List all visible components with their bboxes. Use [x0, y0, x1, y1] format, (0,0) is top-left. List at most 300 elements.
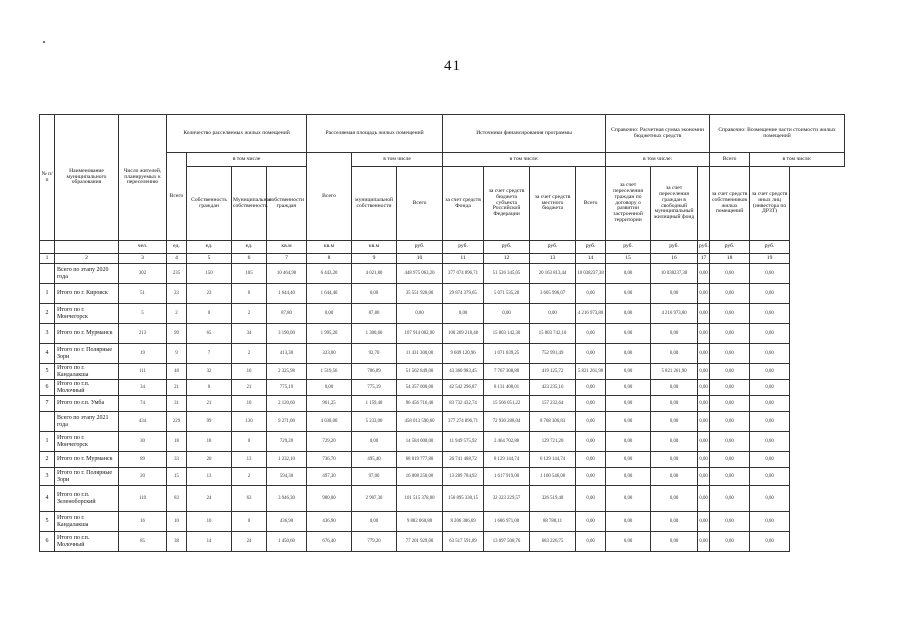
column-number: 3: [119, 254, 167, 264]
table-row: [40, 452, 845, 468]
header-municipality: Наименование муниципального образования: [55, 115, 119, 241]
value-cell: 99: [187, 412, 232, 432]
value-cell: 0,00: [651, 512, 698, 532]
column-number: 13: [530, 254, 576, 264]
value-cell: 21: [232, 380, 267, 396]
value-cell: 32: [187, 364, 232, 380]
value-cell: 752 991,49: [530, 344, 576, 364]
column-number: 18: [710, 254, 750, 264]
value-cell: 0,00: [606, 364, 651, 380]
row-number: 5: [40, 364, 55, 380]
municipality-name: Итого по г.п. Зеленоборский: [55, 486, 119, 512]
value-cell: 30: [119, 432, 167, 452]
value-cell: 1 300,60: [352, 324, 397, 344]
value-cell: 51 526 345,05: [484, 264, 530, 284]
value-cell: 0,00: [698, 412, 710, 432]
value-cell: 0,00: [698, 396, 710, 412]
value-cell: 0,00: [651, 396, 698, 412]
value-cell: 0,00: [750, 486, 790, 512]
value-cell: 0,00: [750, 468, 790, 486]
column-number: 16: [651, 254, 698, 264]
table-row: [40, 532, 845, 552]
municipality-name: Итого по г.п. Молочный: [55, 532, 119, 552]
municipality-name: Итого по г. Полярные Зори: [55, 344, 119, 364]
value-cell: 157 232,64: [530, 396, 576, 412]
value-cell: 16 008 250,00: [397, 468, 443, 486]
value-cell: 13: [187, 468, 232, 486]
value-cell: 34: [232, 324, 267, 344]
value-cell: 10 038237,38: [651, 264, 698, 284]
value-cell: 1 519,56: [307, 364, 352, 380]
value-cell: 0,00: [750, 452, 790, 468]
value-cell: 10 464,90: [267, 264, 307, 284]
table-row: [40, 380, 845, 396]
value-cell: 0,00: [710, 452, 750, 468]
value-cell: 0,00: [710, 304, 750, 324]
value-cell: 0,00: [651, 284, 698, 304]
table-row: [40, 344, 845, 364]
value-cell: 0,00: [606, 486, 651, 512]
column-number: 4: [167, 254, 187, 264]
table-row: [40, 412, 845, 432]
unit-cell: руб.: [576, 241, 606, 254]
header-num: № п/п: [40, 115, 55, 241]
municipality-name: Итого по г. Кандалакша: [55, 512, 119, 532]
value-cell: 18: [187, 432, 232, 452]
value-cell: 495,40: [352, 452, 397, 468]
value-cell: 0,00: [710, 486, 750, 512]
value-cell: 0,00: [576, 344, 606, 364]
column-number: 14: [576, 254, 606, 264]
value-cell: 0,00: [750, 532, 790, 552]
value-cell: 0,00: [750, 380, 790, 396]
value-cell: 0,00: [698, 344, 710, 364]
row-number: 2: [40, 452, 55, 468]
header-financing-group: Источники финансирования программы: [443, 115, 606, 153]
row-number: 2: [40, 304, 55, 324]
unit-cell: руб.: [698, 241, 710, 254]
value-cell: 0: [232, 284, 267, 304]
header-area-own-citizens: собственности граждан: [267, 167, 307, 241]
table-row: [40, 264, 845, 284]
table-row: [40, 304, 845, 324]
value-cell: 1 617 919,00: [484, 468, 530, 486]
column-number: 19: [750, 254, 790, 264]
value-cell: 3 946,30: [267, 486, 307, 512]
value-cell: 5 821 261,90: [576, 364, 606, 380]
value-cell: 2: [232, 468, 267, 486]
value-cell: 0,00: [651, 344, 698, 364]
value-cell: 0,00: [698, 486, 710, 512]
header-qty-incl: в том числе: [187, 153, 307, 167]
value-cell: 20: [119, 468, 167, 486]
header-qty-total: Всего: [167, 153, 187, 241]
value-cell: 15 803 142,30: [484, 324, 530, 344]
value-cell: 9 882 060,80: [397, 512, 443, 532]
value-cell: 20: [187, 452, 232, 468]
row-number: 5: [40, 512, 55, 532]
header-fin-incl: в том числе:: [443, 153, 606, 167]
value-cell: 0,00: [576, 432, 606, 452]
row-number: 1: [40, 284, 55, 304]
value-cell: 7 767 308,80: [484, 364, 530, 380]
header-reimb-incl: в том числе:: [750, 153, 845, 167]
row-number: 6: [40, 532, 55, 552]
value-cell: 0,00: [576, 512, 606, 532]
value-cell: 15: [167, 468, 187, 486]
value-cell: 10: [187, 512, 232, 532]
value-cell: 11 949 575,92: [443, 432, 484, 452]
value-cell: 0,00: [651, 452, 698, 468]
page-number: 41: [444, 58, 461, 74]
value-cell: 0,00: [750, 512, 790, 532]
header-reimb-owners: за счет средств собственников жилых помещений: [710, 167, 750, 241]
unit-cell: ед.: [232, 241, 267, 254]
value-cell: 775,19: [267, 380, 307, 396]
value-cell: 26 741 488,72: [443, 452, 484, 468]
header-area-municipal-own: муниципальной собственности: [352, 167, 397, 241]
unit-cell: руб.: [484, 241, 530, 254]
value-cell: 775,19: [352, 380, 397, 396]
value-cell: 235: [167, 264, 187, 284]
value-cell: 0,00: [710, 532, 750, 552]
value-cell: 51: [119, 284, 167, 304]
value-cell: 2: [232, 304, 267, 324]
municipality-name: Итого по г.п. Молочный: [55, 380, 119, 396]
header-area-incl: в том числе: [352, 153, 443, 167]
value-cell: 0,00: [710, 412, 750, 432]
value-cell: 2: [232, 344, 267, 364]
unit-cell: руб.: [750, 241, 790, 254]
value-cell: 1 100 546,08: [530, 468, 576, 486]
value-cell: 0,00: [710, 468, 750, 486]
value-cell: 129 721,20: [530, 432, 576, 452]
municipality-name: Итого по г. Кировск: [55, 284, 119, 304]
value-cell: 2 120,60: [267, 396, 307, 412]
value-cell: 423 235,16: [530, 380, 576, 396]
value-cell: 0,00: [576, 532, 606, 552]
value-cell: 97,00: [352, 468, 397, 486]
value-cell: 24: [187, 486, 232, 512]
unit-cell: руб.: [710, 241, 750, 254]
table-row: [40, 512, 845, 532]
column-number: 11: [443, 254, 484, 264]
value-cell: 0,00: [698, 452, 710, 468]
unit-cell: руб.: [443, 241, 484, 254]
value-cell: 0,00: [698, 264, 710, 284]
value-cell: 4 216 973,80: [576, 304, 606, 324]
value-cell: 497,30: [307, 468, 352, 486]
municipality-name: Итого по г.п. Умба: [55, 396, 119, 412]
value-cell: 0,00: [698, 432, 710, 452]
value-cell: 32 323 229,57: [484, 486, 530, 512]
value-cell: 15 803 742,10: [530, 324, 576, 344]
municipality-name: Итого по г. Мончегорск: [55, 304, 119, 324]
value-cell: 0,00: [576, 412, 606, 432]
value-cell: 0: [232, 512, 267, 532]
value-cell: 0,00: [750, 284, 790, 304]
value-cell: 1 644,40: [307, 284, 352, 304]
header-fund: за счет средств Фонда: [443, 167, 484, 241]
value-cell: 0,00: [606, 452, 651, 468]
value-cell: 100 269 218,48: [443, 324, 484, 344]
value-cell: 0,00: [698, 380, 710, 396]
value-cell: 2: [167, 304, 187, 324]
row-number: 3: [40, 324, 55, 344]
value-cell: 16: [232, 364, 267, 380]
column-number: 15: [606, 254, 651, 264]
value-cell: 0,00: [352, 284, 397, 304]
value-cell: 0,00: [710, 396, 750, 412]
value-cell: 0,00: [698, 304, 710, 324]
unit-cell: руб.: [397, 241, 443, 254]
value-cell: 0,00: [606, 432, 651, 452]
header-econ-development: за счет переселения граждан по договору о развитии застроенной территории: [606, 167, 651, 241]
value-cell: 1 232,10: [267, 452, 307, 468]
value-cell: 87,80: [352, 304, 397, 324]
column-number: 9: [352, 254, 397, 264]
table-row: [40, 432, 845, 452]
header-municipal-own: Муниципальная собственность: [232, 167, 267, 241]
value-cell: 736,70: [307, 452, 352, 468]
value-cell: 302: [119, 264, 167, 284]
value-cell: 0,00: [750, 396, 790, 412]
row-number: 1: [40, 432, 55, 452]
value-cell: 1 450,60: [267, 532, 307, 552]
value-cell: 2 464 702,88: [484, 432, 530, 452]
value-cell: 0,00: [710, 380, 750, 396]
header-reimbursement-group: Справочно: Возмещение части стоимости жилых помещений: [710, 115, 845, 153]
value-cell: 326 519,48: [530, 486, 576, 512]
value-cell: 87,80: [267, 304, 307, 324]
value-cell: 51 562 849,00: [397, 364, 443, 380]
value-cell: 23: [187, 284, 232, 304]
row-number: 7: [40, 396, 55, 412]
value-cell: 1 995,20: [307, 324, 352, 344]
column-number: 12: [484, 254, 530, 264]
value-cell: 150: [187, 264, 232, 284]
value-cell: 0,00: [651, 432, 698, 452]
value-cell: 9 271,00: [267, 412, 307, 432]
value-cell: 0,00: [606, 284, 651, 304]
header-local-budget: за счет средств местного бюджета: [530, 167, 576, 241]
value-cell: 13 289 784,92: [443, 468, 484, 486]
value-cell: 0,00: [606, 412, 651, 432]
value-cell: 0,00: [750, 364, 790, 380]
row-number: [40, 264, 55, 284]
value-cell: 0,00: [710, 264, 750, 284]
value-cell: 14: [187, 532, 232, 552]
value-cell: 0,00: [698, 324, 710, 344]
value-cell: 72 930 288,04: [484, 412, 530, 432]
value-cell: 0,00: [606, 304, 651, 324]
value-cell: 29 874 379,65: [443, 284, 484, 304]
header-econ-incl: в том числе:: [606, 153, 710, 167]
value-cell: 43 360 983,45: [443, 364, 484, 380]
table-row: [40, 468, 845, 486]
value-cell: 65: [187, 324, 232, 344]
value-cell: 10: [167, 512, 187, 532]
value-cell: 20 163 813,44: [530, 264, 576, 284]
value-cell: 7: [187, 344, 232, 364]
value-cell: 0,00: [750, 344, 790, 364]
value-cell: 14 584 000,00: [397, 432, 443, 452]
value-cell: 0,00: [606, 512, 651, 532]
value-cell: 0,00: [698, 512, 710, 532]
value-cell: 42 542 296,87: [443, 380, 484, 396]
value-cell: 0,00: [576, 486, 606, 512]
column-numbers-row: [40, 254, 845, 264]
value-cell: 0,00: [710, 432, 750, 452]
value-cell: 0,00: [606, 532, 651, 552]
value-cell: 413,30: [267, 344, 307, 364]
value-cell: 3 190,00: [267, 324, 307, 344]
value-cell: 0,00: [576, 452, 606, 468]
value-cell: 1 159,48: [352, 396, 397, 412]
value-cell: 13: [232, 452, 267, 468]
table-row: [40, 284, 845, 304]
value-cell: 8 129 144,74: [484, 452, 530, 468]
value-cell: 0,00: [710, 364, 750, 380]
value-cell: 1 686 971,00: [484, 512, 530, 532]
unit-cell: руб.: [606, 241, 651, 254]
municipality-name: Всего по этапу 2020 года: [55, 264, 119, 284]
header-resettled: Число жителей, планируемых к переселению: [119, 115, 167, 241]
value-cell: 5: [119, 304, 167, 324]
municipality-name: Итого по г. Мурманск: [55, 452, 119, 468]
table-body: [40, 264, 845, 552]
value-cell: 0,00: [606, 324, 651, 344]
value-cell: 0,00: [710, 344, 750, 364]
header-econ-free-fund: за счет переселения граждан в свободный муниципальный жилищный фонд: [651, 167, 698, 241]
value-cell: 0,00: [307, 380, 352, 396]
unit-cell: ед.: [167, 241, 187, 254]
value-cell: 9: [167, 344, 187, 364]
value-cell: 0: [187, 304, 232, 324]
value-cell: 594,30: [267, 468, 307, 486]
value-cell: 13 097 508,76: [484, 532, 530, 552]
value-cell: 2 907,30: [352, 486, 397, 512]
value-cell: 19: [119, 344, 167, 364]
value-cell: 436,90: [267, 512, 307, 532]
value-cell: 0,00: [484, 304, 530, 324]
value-cell: 448 975 063,20: [397, 264, 443, 284]
value-cell: 48: [167, 364, 187, 380]
value-cell: 0,00: [606, 380, 651, 396]
value-cell: 0,00: [576, 284, 606, 304]
column-number: 8: [307, 254, 352, 264]
value-cell: 4 038,00: [307, 412, 352, 432]
resettlement-table: [39, 114, 845, 552]
value-cell: 0,00: [710, 512, 750, 532]
value-cell: 0,00: [352, 512, 397, 532]
value-cell: 1 071 839,25: [484, 344, 530, 364]
header-reimb-investor: за счет средств иных лиц (инвестора по ДРЗТ): [750, 167, 790, 241]
value-cell: 8 708 306,83: [530, 412, 576, 432]
header-fin-total: Всего: [397, 167, 443, 241]
value-cell: 0,00: [698, 468, 710, 486]
header-own-citizens: Собственность граждан: [187, 167, 232, 241]
value-cell: 9 609 120,96: [443, 344, 484, 364]
value-cell: 0,00: [651, 324, 698, 344]
municipality-name: Итого по г. Мурманск: [55, 324, 119, 344]
table-row: [40, 324, 845, 344]
value-cell: 99: [167, 324, 187, 344]
value-cell: 21: [187, 396, 232, 412]
value-cell: 0,00: [606, 344, 651, 364]
value-cell: 77 201 929,00: [397, 532, 443, 552]
column-number: 7: [267, 254, 307, 264]
value-cell: 377 074 896,71: [443, 264, 484, 284]
value-cell: 0,00: [651, 380, 698, 396]
value-cell: 961,25: [307, 396, 352, 412]
value-cell: 434: [119, 412, 167, 432]
value-cell: 0,00: [710, 284, 750, 304]
value-cell: 8 206 306,69: [443, 512, 484, 532]
scan-speck: [43, 41, 45, 43]
value-cell: 0,00: [750, 324, 790, 344]
row-number: 6: [40, 380, 55, 396]
value-cell: 419 125,72: [530, 364, 576, 380]
value-cell: 8 131 408,01: [484, 380, 530, 396]
municipality-name: Итого по г. Мончегорск: [55, 432, 119, 452]
value-cell: 54 357 000,00: [397, 380, 443, 396]
unit-cell: кв.м: [307, 241, 352, 254]
unit-cell: руб.: [530, 241, 576, 254]
value-cell: 0,00: [576, 380, 606, 396]
value-cell: 0,00: [606, 264, 651, 284]
value-cell: 323,00: [307, 344, 352, 364]
value-cell: 88 788,11: [530, 512, 576, 532]
value-cell: 111: [119, 364, 167, 380]
value-cell: 0,00: [651, 486, 698, 512]
value-cell: 0,00: [606, 468, 651, 486]
value-cell: 150 895 330,15: [443, 486, 484, 512]
table-row: [40, 396, 845, 412]
unit-cell: ед.: [187, 241, 232, 254]
value-cell: 74: [119, 396, 167, 412]
value-cell: 15 566 051,22: [484, 396, 530, 412]
column-number: 5: [187, 254, 232, 264]
value-cell: 676,40: [307, 532, 352, 552]
value-cell: 34: [119, 380, 167, 396]
value-cell: 92,70: [352, 344, 397, 364]
column-number: 1: [40, 254, 55, 264]
value-cell: 6 443,20: [307, 264, 352, 284]
value-cell: 0,00: [750, 264, 790, 284]
value-cell: 21: [167, 380, 187, 396]
value-cell: 18: [167, 432, 187, 452]
value-cell: 0,00: [698, 532, 710, 552]
row-number: 4: [40, 486, 55, 512]
value-cell: 3 605 996,07: [530, 284, 576, 304]
header-area-group: Расселяемая площадь жилых помещений: [307, 115, 443, 153]
unit-cell: кв.м: [352, 241, 397, 254]
value-cell: 0,00: [576, 468, 606, 486]
header-economy-group: Справочно: Расчетная сумма экономии бюджетных средств: [606, 115, 710, 153]
value-cell: 229: [167, 412, 187, 432]
value-cell: 0,00: [710, 324, 750, 344]
value-cell: 33: [167, 452, 187, 468]
header-subject-budget: за счет средств бюджета субъекта Российской Федерации: [484, 167, 530, 241]
units-row: [40, 241, 845, 254]
municipality-name: Итого по г. Полярные Зори: [55, 468, 119, 486]
column-number: 6: [232, 254, 267, 264]
value-cell: 779,20: [352, 532, 397, 552]
value-cell: 0,00: [750, 304, 790, 324]
value-cell: 5 233,00: [352, 412, 397, 432]
header-area-total: Всего: [307, 153, 352, 241]
